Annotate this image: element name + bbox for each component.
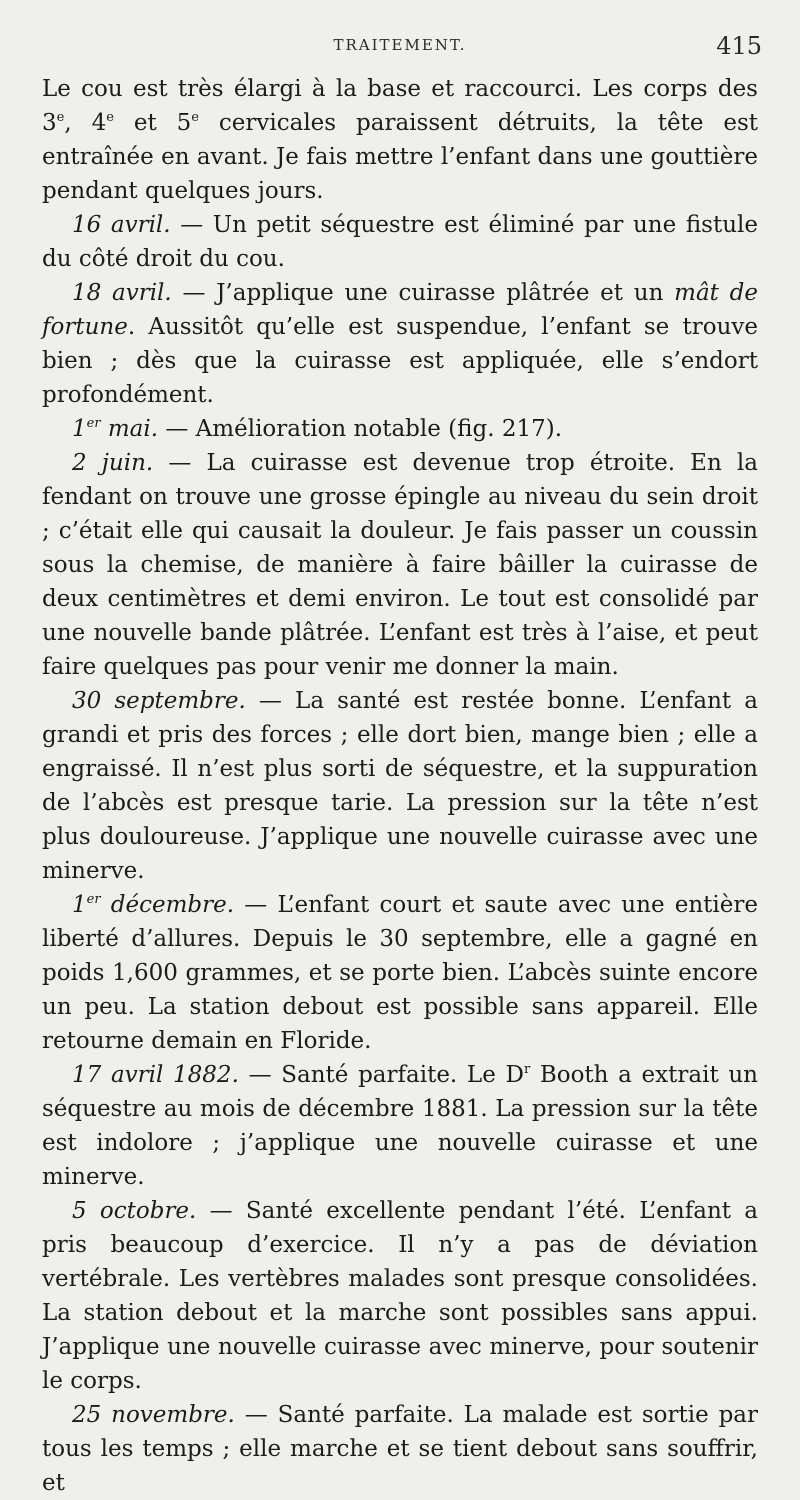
entry-date <box>72 892 234 918</box>
superscript: r <box>523 1062 531 1077</box>
diary-entry <box>42 684 758 888</box>
text-run: , 4 <box>64 110 107 136</box>
entry-date: 5 octobre. <box>72 1198 197 1224</box>
entry-text: — L’enfant court et saute avec une entière liberté d’allures. Depuis le 30 septembre, elle a gagné en poids 1,600 grammes, et se porte bien. L’abcès suinte encore un peu. La station debout est possible sans appareil. Elle retourne demain en Floride. <box>42 892 758 1054</box>
entry-text: — Santé parfaite. Le D <box>238 1062 524 1088</box>
date-month: mai. <box>100 416 159 442</box>
diary-entry <box>42 1398 758 1500</box>
diary-entry <box>42 1058 758 1194</box>
entry-text: . Aussitôt qu’elle est suspendue, l’enfant se trouve bien ; dès que la cuirasse est appliquée, elle s’endort profondément. <box>42 314 758 408</box>
entry-text: — Santé parfaite. La malade est sortie par tous les temps ; elle marche et se tient debout sans souffrir, et <box>42 1402 758 1496</box>
entry-date: 30 septembre. <box>72 688 246 714</box>
text-run: Le cou est très élargi à la base et raccourci. Les corps des 3 <box>42 76 758 136</box>
text-run: cervicales paraissent détruits, la tête est entraînée en avant. Je fais mettre l’enfant dans une gouttière pendant quelques jours. <box>42 110 759 204</box>
entry-text: — Amélioration notable (fig. 217). <box>158 416 563 442</box>
diary-entry <box>42 1194 758 1398</box>
page-number: 415 <box>716 32 762 60</box>
diary-entry <box>42 888 758 1058</box>
entry-text: — Santé excellente pendant l’été. L’enfant a pris beaucoup d’exercice. Il n’y a pas de déviation vertébrale. Les vertèbres malades sont presque consolidées. La station debout et la marche sont possibles sans appui. J’applique une nouvelle cuirasse avec minerve, pour soutenir le corps. <box>42 1198 758 1394</box>
diary-entry <box>42 412 758 446</box>
superscript: e <box>56 110 65 125</box>
date-number: 1 <box>72 416 87 442</box>
entry-text: — J’applique une cuirasse plâtrée et un <box>171 280 675 306</box>
body-text <box>42 72 758 1500</box>
superscript: er <box>86 416 101 431</box>
entry-date: 16 avril. <box>72 212 171 238</box>
entry-date: 17 avril 1882. <box>72 1062 239 1088</box>
entry-date: 18 avril. <box>72 280 172 306</box>
date-month: décembre. <box>100 892 235 918</box>
diary-entry <box>42 276 758 412</box>
entry-date <box>72 416 158 442</box>
superscript: er <box>86 892 101 907</box>
superscript: e <box>106 110 114 125</box>
entry-text: — La santé est restée bonne. L’enfant a grandi et pris des forces ; elle dort bien, mange bien ; elle a engraissé. Il n’est plus sorti de séquestre, et la suppuration de l’abcès est presque tarie. La pression sur la tête n’est plus douloureuse. J’applique une nouvelle cuirasse avec une minerve. <box>42 688 758 884</box>
entry-date: 2 juin. <box>72 450 154 476</box>
diary-entry <box>42 208 758 276</box>
text-run: et 5 <box>113 110 192 136</box>
diary-entry <box>42 446 758 684</box>
italic-phrase: mât de fortune <box>42 280 758 340</box>
entry-text: Booth a extrait un séquestre au mois de décembre 1881. La pression sur la tête est indolore ; j’applique une nouvelle cuirasse et une minerve. <box>42 1062 758 1190</box>
running-title: TRAITEMENT. <box>333 36 467 54</box>
date-number: 1 <box>72 892 87 918</box>
superscript: e <box>191 110 199 125</box>
entry-text: — La cuirasse est devenue trop étroite. En la fendant on trouve une grosse épingle au niveau du sein droit ; c’était elle qui causait la douleur. Je fais passer un coussin sous la chemise, de manière à faire bâiller la cuirasse de deux centimètres et demi environ. Le tout est consolidé par une nouvelle bande plâtrée. L’enfant est très à l’aise, et peut faire quelques pas pour venir me donner la main. <box>42 450 758 680</box>
page-header <box>0 34 800 62</box>
paragraph <box>42 72 758 208</box>
entry-text: — Un petit séquestre est éliminé par une fistule du côté droit du cou. <box>42 212 758 272</box>
entry-date: 25 novembre. <box>72 1402 235 1428</box>
